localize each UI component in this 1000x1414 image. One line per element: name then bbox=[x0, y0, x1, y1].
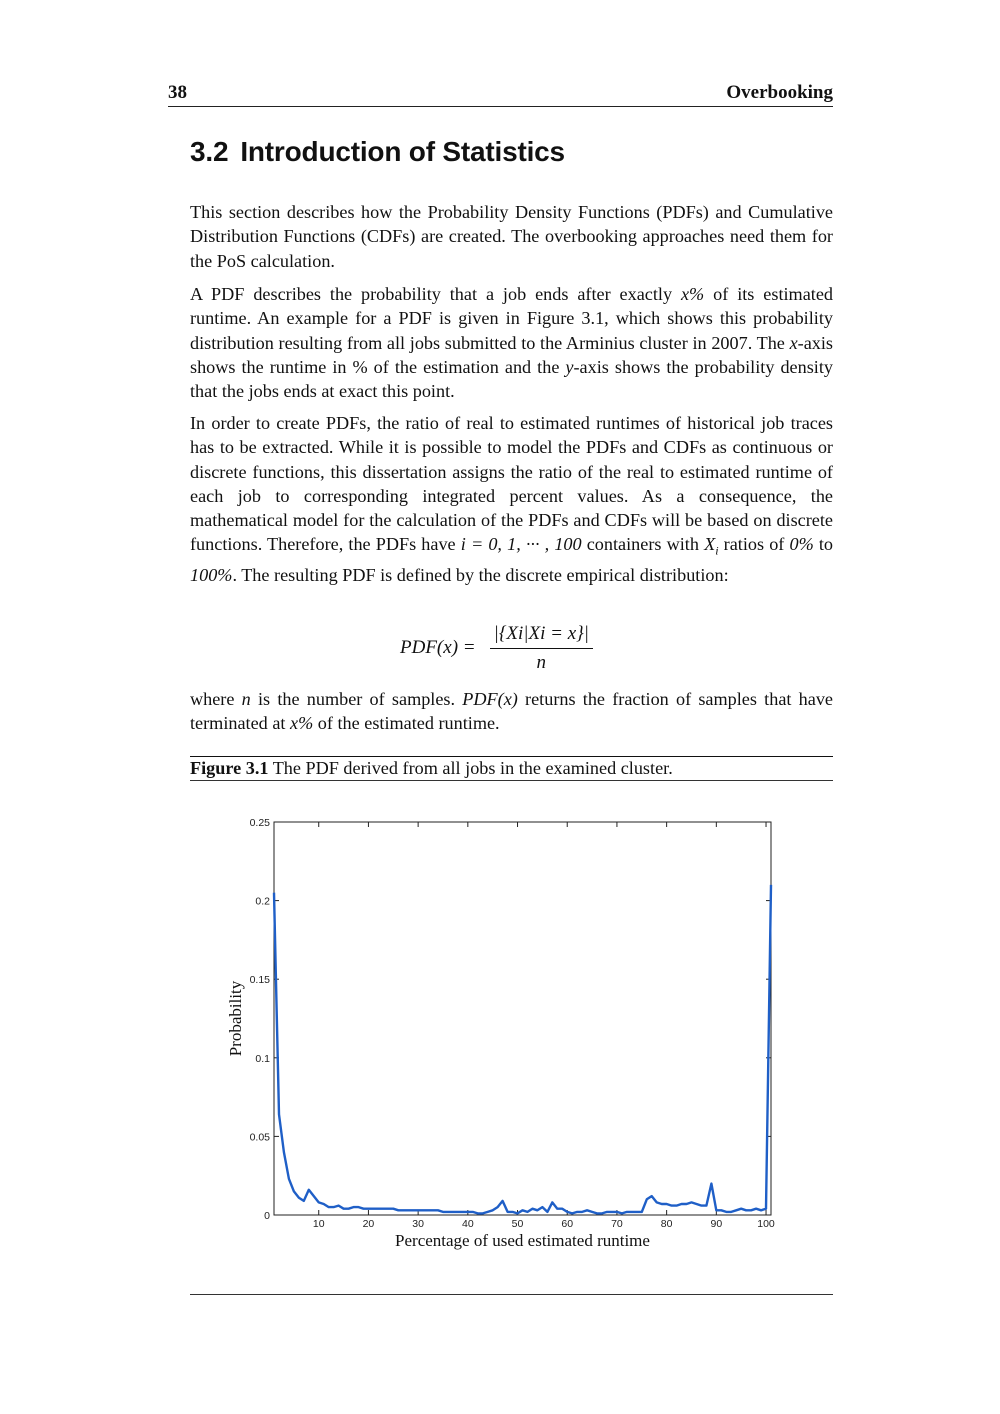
p2-text-a: A PDF describes the probability that a job ends after exactly bbox=[190, 284, 681, 304]
x-tick-label: 30 bbox=[412, 1218, 424, 1230]
y-tick-label: 0.2 bbox=[255, 895, 270, 908]
x-tick-label: 50 bbox=[511, 1218, 524, 1230]
p3-math-100-percent: 100% bbox=[190, 565, 233, 586]
p2-text-d: -axis shows the probability density that the jobs ends at exact this point. bbox=[190, 356, 833, 402]
figure-bottom-rule bbox=[190, 1294, 833, 1295]
chart-series bbox=[274, 885, 771, 1214]
figure-label: Figure 3.1 bbox=[190, 758, 269, 778]
x-tick-label: 100 bbox=[757, 1218, 775, 1230]
p3-text-b: containers with bbox=[581, 534, 705, 555]
p4-math-x-percent: x% bbox=[290, 713, 314, 734]
p4-math-n: n bbox=[241, 689, 251, 709]
p4-text-c: returns the fraction of samples that have terminated at bbox=[190, 689, 833, 734]
x-tick-label: 90 bbox=[710, 1218, 723, 1230]
p3-math-X-subscript: i bbox=[715, 544, 719, 559]
p2-math-x-percent: x% bbox=[680, 284, 705, 304]
p3-math-X: X bbox=[704, 534, 716, 555]
p2-text-b: of its estimated runtime. An example for a PDF is given in Figure 3.1, which shows this probability distribution resulting from all jobs submitted to the Arminius cluster in 2007. The bbox=[190, 284, 833, 353]
x-tick-label: 60 bbox=[561, 1218, 574, 1230]
x-tick-label: 10 bbox=[312, 1218, 325, 1230]
x-axis-label: Percentage of used estimated runtime bbox=[395, 1231, 650, 1250]
paragraph-1: This section describes how the Probability Density Functions (PDFs) and Cumulative Distribution Functions (CDFs) are created. The overbooking approaches need them for the PoS calculation. bbox=[190, 202, 833, 271]
p4-text-a: where bbox=[190, 689, 242, 709]
x-tick-label: 40 bbox=[461, 1218, 474, 1230]
chart-axes bbox=[274, 822, 771, 1215]
p3-text-a: In order to create PDFs, the ratio of real to estimated runtimes of historical job traces has to be extracted. While it is possible to model the PDFs and CDFs as continuous or discrete functions, this dissertation assigns the ratio of the real to estimated runtime of each job to corresponding integrated percent values. As a consequence, the mathematical model for the calculation of the PDFs and CDFs will be based on discrete functions. Therefore, the PDFs have bbox=[190, 413, 833, 555]
x-tick-label: 70 bbox=[611, 1218, 623, 1230]
chapter-title: Overbooking bbox=[726, 82, 833, 103]
x-tick-label: 20 bbox=[362, 1218, 375, 1230]
p3-math-0-percent: 0% bbox=[789, 534, 814, 555]
pdf-series-line bbox=[274, 885, 771, 1214]
y-axis-label: Probability bbox=[226, 980, 245, 1057]
p3-text-c: ratios of bbox=[718, 534, 790, 555]
formula-denominator: n bbox=[536, 651, 547, 673]
p4-text-b: is the number of samples. bbox=[250, 689, 463, 709]
p3-text-e: . The resulting PDF is defined by the discrete empirical distribution: bbox=[232, 565, 729, 586]
y-tick-label: 0.15 bbox=[249, 974, 270, 987]
p2-math-y: y bbox=[565, 356, 574, 377]
formula-lhs: PDF(x) = bbox=[400, 637, 476, 658]
p3-math-index-range: i = 0, 1, ··· , 100 bbox=[460, 534, 582, 555]
section-title-text: Introduction of Statistics bbox=[240, 136, 565, 167]
x-tick-label: 80 bbox=[660, 1218, 673, 1230]
page-number: 38 bbox=[168, 82, 187, 103]
p4-text-d: of the estimated runtime. bbox=[313, 713, 500, 734]
plot-frame bbox=[274, 822, 771, 1215]
p4-math-pdfx: PDF(x) bbox=[462, 689, 518, 709]
chart-ticks bbox=[250, 817, 775, 1230]
y-tick-label: 0 bbox=[264, 1210, 270, 1222]
section-number: 3.2 bbox=[190, 136, 229, 167]
p2-text-c: -axis shows the runtime in % of the estimation and the bbox=[190, 332, 833, 377]
p3-text-d: to bbox=[813, 534, 833, 555]
y-tick-label: 0.1 bbox=[255, 1052, 270, 1065]
formula-numerator: |{Xi|Xi = x}| bbox=[490, 623, 593, 649]
figure-caption-text: The PDF derived from all jobs in the examined cluster. bbox=[268, 758, 673, 778]
y-tick-label: 0.05 bbox=[249, 1131, 270, 1144]
y-tick-label: 0.25 bbox=[249, 817, 270, 829]
p2-math-x: x bbox=[789, 332, 798, 353]
